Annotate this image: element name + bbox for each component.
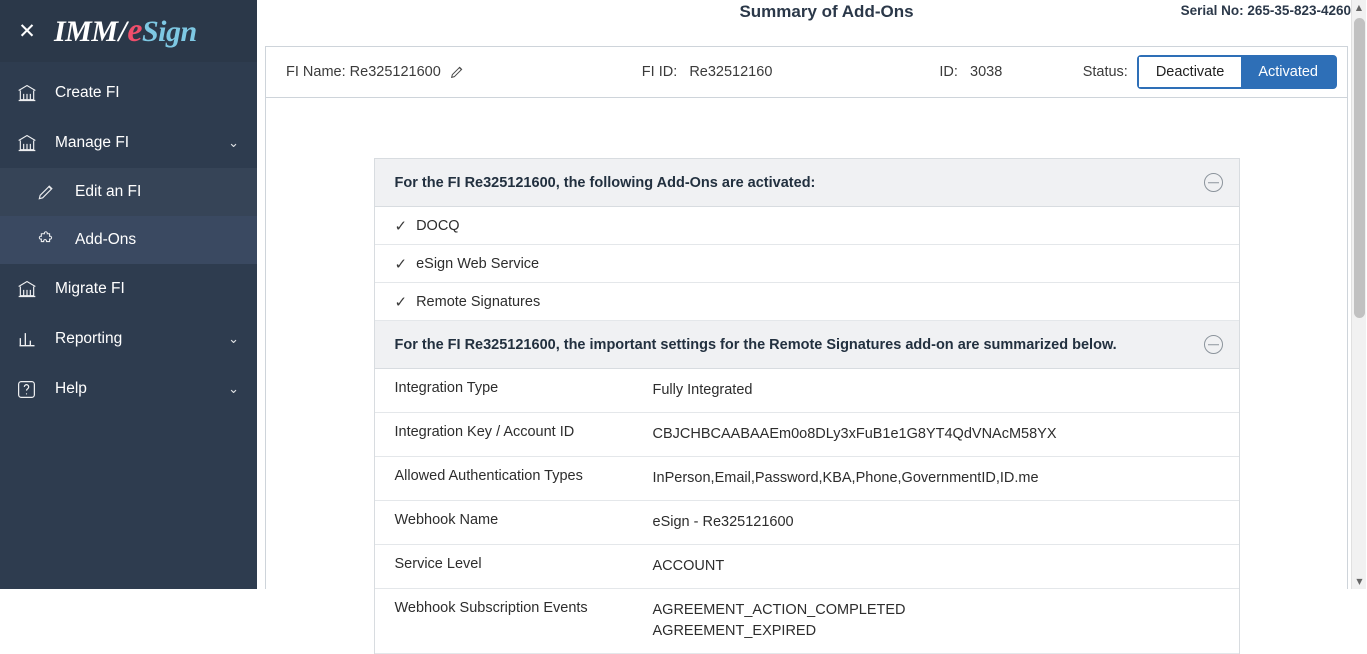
setting-value: Fully Integrated: [652, 382, 753, 398]
table-row: [375, 413, 1239, 457]
setting-key: Service Level: [394, 556, 482, 573]
sidebar-item-label: Manage FI: [55, 134, 130, 151]
fi-id-label: FI ID:: [641, 64, 678, 80]
setting-key: Webhook Subscription Events: [394, 600, 588, 617]
record-id: [939, 64, 1002, 80]
sidebar-item-label: Create FI: [55, 84, 120, 101]
sidebar-header: [0, 0, 257, 62]
close-icon[interactable]: ✕: [18, 18, 36, 43]
sidebar-item-label: Add-Ons: [75, 231, 137, 248]
serial-label: Serial No:: [1180, 3, 1244, 18]
logo-slash: /: [118, 15, 127, 48]
sidebar-submenu-manage-fi: [0, 168, 257, 264]
sidebar-item-edit-an-fi[interactable]: [0, 168, 257, 216]
fi-name: [286, 64, 465, 80]
sidebar: [0, 0, 257, 589]
fi-panel: [265, 46, 1348, 640]
sidebar-item-add-ons[interactable]: [0, 216, 257, 264]
table-row: [375, 589, 1239, 654]
setting-key: Webhook Name: [394, 512, 499, 529]
sidebar-item-reporting[interactable]: [0, 314, 257, 364]
sidebar-item-label: Help: [55, 380, 87, 397]
settings-section-header: [375, 321, 1239, 369]
fi-id: [642, 64, 773, 80]
page-header: [257, 0, 1366, 28]
puzzle-icon: [36, 230, 66, 250]
fi-info-bar: [266, 47, 1347, 98]
sidebar-item-label: Migrate FI: [55, 280, 125, 297]
sidebar-nav: [0, 68, 257, 414]
bank-icon: [16, 133, 46, 153]
chevron-down-icon: ⌄: [228, 331, 239, 347]
scrollbar-thumb[interactable]: [1354, 18, 1365, 318]
sidebar-item-manage-fi[interactable]: [0, 118, 257, 168]
deactivate-button[interactable]: Deactivate: [1139, 57, 1242, 87]
serial-number: [1181, 3, 1351, 18]
check-icon: ✓: [394, 254, 408, 273]
record-id-label: ID:: [939, 64, 958, 80]
setting-value: ACCOUNT: [652, 558, 725, 575]
list-item: [375, 245, 1239, 283]
edit-pencil-icon[interactable]: [449, 64, 465, 80]
logo-imm: IMM: [54, 15, 118, 48]
setting-value: CBJCHBCAABAAEm0o8DLy3xFuB1e1G8YT4QdVNAcM58YX: [652, 426, 1057, 443]
addons-section-header: [375, 159, 1239, 207]
setting-key: Integration Key / Account ID: [394, 424, 575, 441]
setting-key: Integration Type: [394, 380, 499, 396]
scroll-down-arrow-icon[interactable]: ▼: [1356, 577, 1363, 586]
question-circle-icon: [16, 379, 46, 400]
sidebar-item-create-fi[interactable]: [0, 68, 257, 118]
setting-key: Allowed Authentication Types: [394, 468, 583, 485]
activated-button[interactable]: Activated: [1241, 57, 1335, 87]
record-id-value: 3038: [970, 64, 1003, 80]
check-icon: ✓: [394, 292, 408, 311]
logo-sign: Sign: [141, 15, 197, 48]
fi-id-value: Re32512160: [689, 64, 773, 80]
main-content: [257, 0, 1366, 640]
status-label: Status:: [1082, 64, 1128, 80]
settings-section-title: For the FI Re325121600, the important settings for the Remote Signatures add-on are summarized below.: [394, 336, 1117, 353]
scroll-up-arrow-icon[interactable]: ▲: [1355, 3, 1363, 12]
table-row: [375, 369, 1239, 413]
bar-chart-icon: [16, 329, 46, 349]
page-title: Summary of Add-Ons: [739, 2, 914, 21]
bank-icon: [16, 83, 46, 103]
app-logo: [54, 12, 197, 50]
fi-name-value: Re325121600: [349, 64, 441, 80]
setting-value: InPerson,Email,Password,KBA,Phone,GovernmentID,ID.me: [652, 470, 1039, 487]
sidebar-item-migrate-fi[interactable]: [0, 264, 257, 314]
table-row: [375, 457, 1239, 501]
serial-value: 265-35-823-4260: [1247, 3, 1351, 18]
status-control: [1083, 55, 1337, 89]
summary-scroll-area: [266, 99, 1347, 640]
collapse-minus-icon[interactable]: [1204, 173, 1223, 192]
status-toggle[interactable]: [1137, 55, 1337, 89]
summary-card: [374, 158, 1240, 654]
logo-e: e: [127, 12, 142, 49]
vertical-scrollbar[interactable]: [1351, 0, 1366, 589]
setting-value: eSign - Re325121600: [652, 514, 794, 531]
bank-icon: [16, 279, 46, 299]
table-row: [375, 501, 1239, 545]
fi-name-label: FI Name:: [286, 64, 346, 80]
sidebar-item-help[interactable]: [0, 364, 257, 414]
addons-section-title: For the FI Re325121600, the following Add-Ons are activated:: [394, 174, 816, 191]
setting-value: AGREEMENT_ACTION_COMPLETED AGREEMENT_EXPIRED: [652, 602, 906, 640]
sidebar-item-label: Reporting: [55, 330, 123, 347]
addon-label: eSign Web Service: [416, 255, 540, 272]
addon-label: Remote Signatures: [416, 293, 541, 310]
table-row: [375, 545, 1239, 589]
list-item: [375, 283, 1239, 321]
pencil-icon: [36, 182, 66, 202]
addon-label: DOCQ: [416, 217, 460, 234]
list-item: [375, 207, 1239, 245]
check-icon: ✓: [394, 216, 408, 235]
sidebar-item-label: Edit an FI: [75, 183, 142, 200]
chevron-down-icon: ⌄: [228, 135, 239, 151]
chevron-down-icon: ⌄: [228, 381, 239, 397]
collapse-minus-icon[interactable]: [1204, 335, 1223, 354]
